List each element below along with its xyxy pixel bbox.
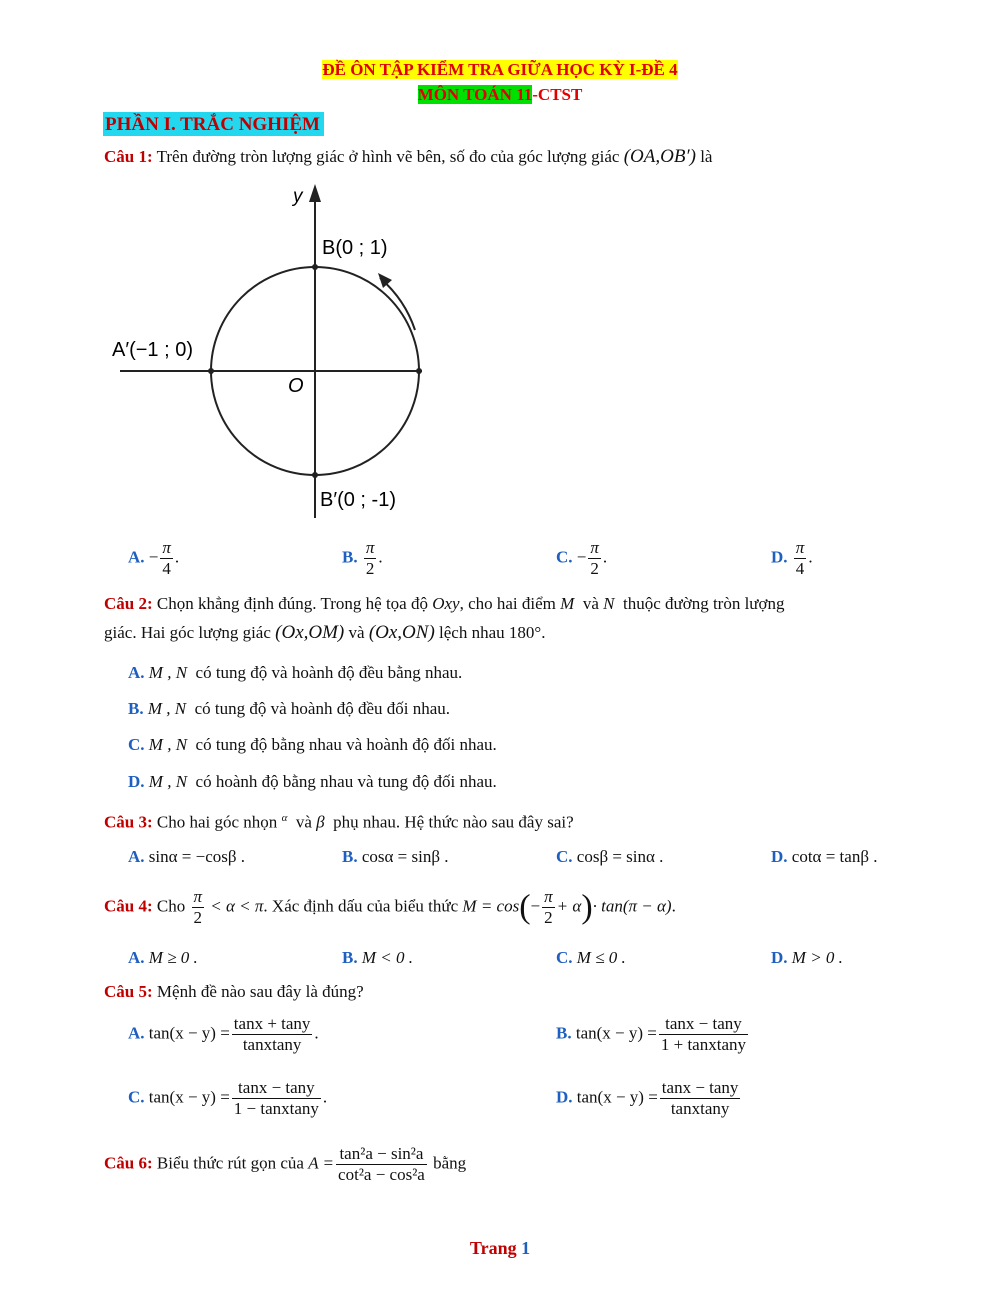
q5-option-d[interactable]: D. tan(x − y) = $\frac{\tan x - \tan y}{\text{tanxtany}}$ — [556, 1078, 739, 1118]
point-B-label: B(0 ; 1) — [322, 237, 388, 259]
q5-option-a[interactable]: A. tan(x − y) = $\frac{\tan x + \tan y}{\text{tanxtany}}$ . — [128, 1014, 319, 1054]
origin-label: O — [288, 375, 304, 397]
question-label: Câu 1: — [104, 147, 153, 166]
q2-option-b[interactable]: B. M , N có tung độ và hoành độ đều đối nhau. — [128, 699, 451, 718]
q1-option-b[interactable]: B. $\frac{\pi}{2}$ . — [342, 538, 383, 578]
q4-option-a[interactable]: A. M ≥ 0 . — [128, 948, 198, 967]
unit-circle-figure — [110, 180, 430, 520]
q3-option-c[interactable]: C. cosβ = sinα . — [556, 847, 664, 866]
question-6: Câu 6: Biểu thức rút gọn của A = $\frac{\text{tan²a − sin²a}}{\text{cot²a − cos²a}}$ bằng — [104, 1144, 467, 1184]
question-4: Câu 4: Cho $\frac{\pi}{2}$ < α < π. Xác định dấu của biểu thức M = cos(− $\frac{\pi}{2}$ + α)· tan(π − α). — [104, 887, 676, 927]
q4-option-b[interactable]: B. M < 0 . — [342, 948, 413, 967]
y-label: y — [293, 186, 303, 207]
question-5: Câu 5: Mệnh đề nào sau đây là đúng? — [104, 982, 364, 1001]
q3-option-d[interactable]: D. cotα = tanβ . — [771, 847, 878, 866]
q2-option-a[interactable]: A. M , N có tung độ và hoành độ đều bằng nhau. — [128, 663, 463, 682]
question-3: Câu 3: Cho hai góc nhọn $^\alpha$ và β phụ nhau. Hệ thức nào sau đây sai? — [104, 812, 574, 832]
q2-option-c[interactable]: C. M , N có tung độ bằng nhau và hoành độ đối nhau. — [128, 735, 497, 754]
q4-option-d[interactable]: D. M > 0 . — [771, 948, 843, 967]
q1-option-d[interactable]: D. $\frac{\pi}{4}$ . — [771, 538, 813, 578]
q4-option-c[interactable]: C. M ≤ 0 . — [556, 948, 626, 967]
exam-title: ĐỀ ÔN TẬP KIỂM TRA GIỮA HỌC KỲ I-ĐỀ 4 — [322, 60, 678, 79]
q3-option-a[interactable]: A. sinα = −cosβ . — [128, 847, 246, 866]
page-footer: Trang 1 — [469, 1238, 531, 1258]
exam-subtitle: MÔN TOÁN 11-CTST — [417, 85, 583, 104]
point-B-prime-label: B′(0 ; -1) — [320, 489, 396, 511]
question-2: Câu 2: Chọn khẳng định đúng. Trong hệ tọa độ Oxy, cho hai điểm M và N thuộc đường tròn lượng — [104, 594, 785, 613]
question-2-line-2: giác. Hai góc lượng giác (Ox,OM) và (Ox,ON) lệch nhau 180°. — [104, 622, 546, 643]
question-1: Câu 1: Trên đường tròn lượng giác ở hình vẽ bên, số đo của góc lượng giác (OA,OB′) là — [104, 146, 713, 167]
y-axis-arrow-icon — [309, 184, 321, 202]
q3-option-b[interactable]: B. cosα = sinβ . — [342, 847, 449, 866]
point-A-prime-label: A′(−1 ; 0) — [112, 339, 194, 361]
section-heading: PHẦN I. TRẮC NGHIỆM — [103, 112, 324, 136]
q1-option-c[interactable]: C. − $\frac{\pi}{2}$ . — [556, 538, 608, 578]
q2-option-d[interactable]: D. M , N có hoành độ bằng nhau và tung độ đối nhau. — [128, 772, 497, 791]
q5-option-b[interactable]: B. tan(x − y) = $\frac{\tan x - \tan y}{\text{1 + tanxtany}}$ — [556, 1014, 746, 1054]
q5-option-c[interactable]: C. tan(x − y) = $\frac{\tan x - \tan y}{\text{1 − tanxtany}}$ . — [128, 1078, 328, 1118]
q1-option-a[interactable]: A. − $\frac{\pi}{4}$ . — [128, 538, 180, 578]
